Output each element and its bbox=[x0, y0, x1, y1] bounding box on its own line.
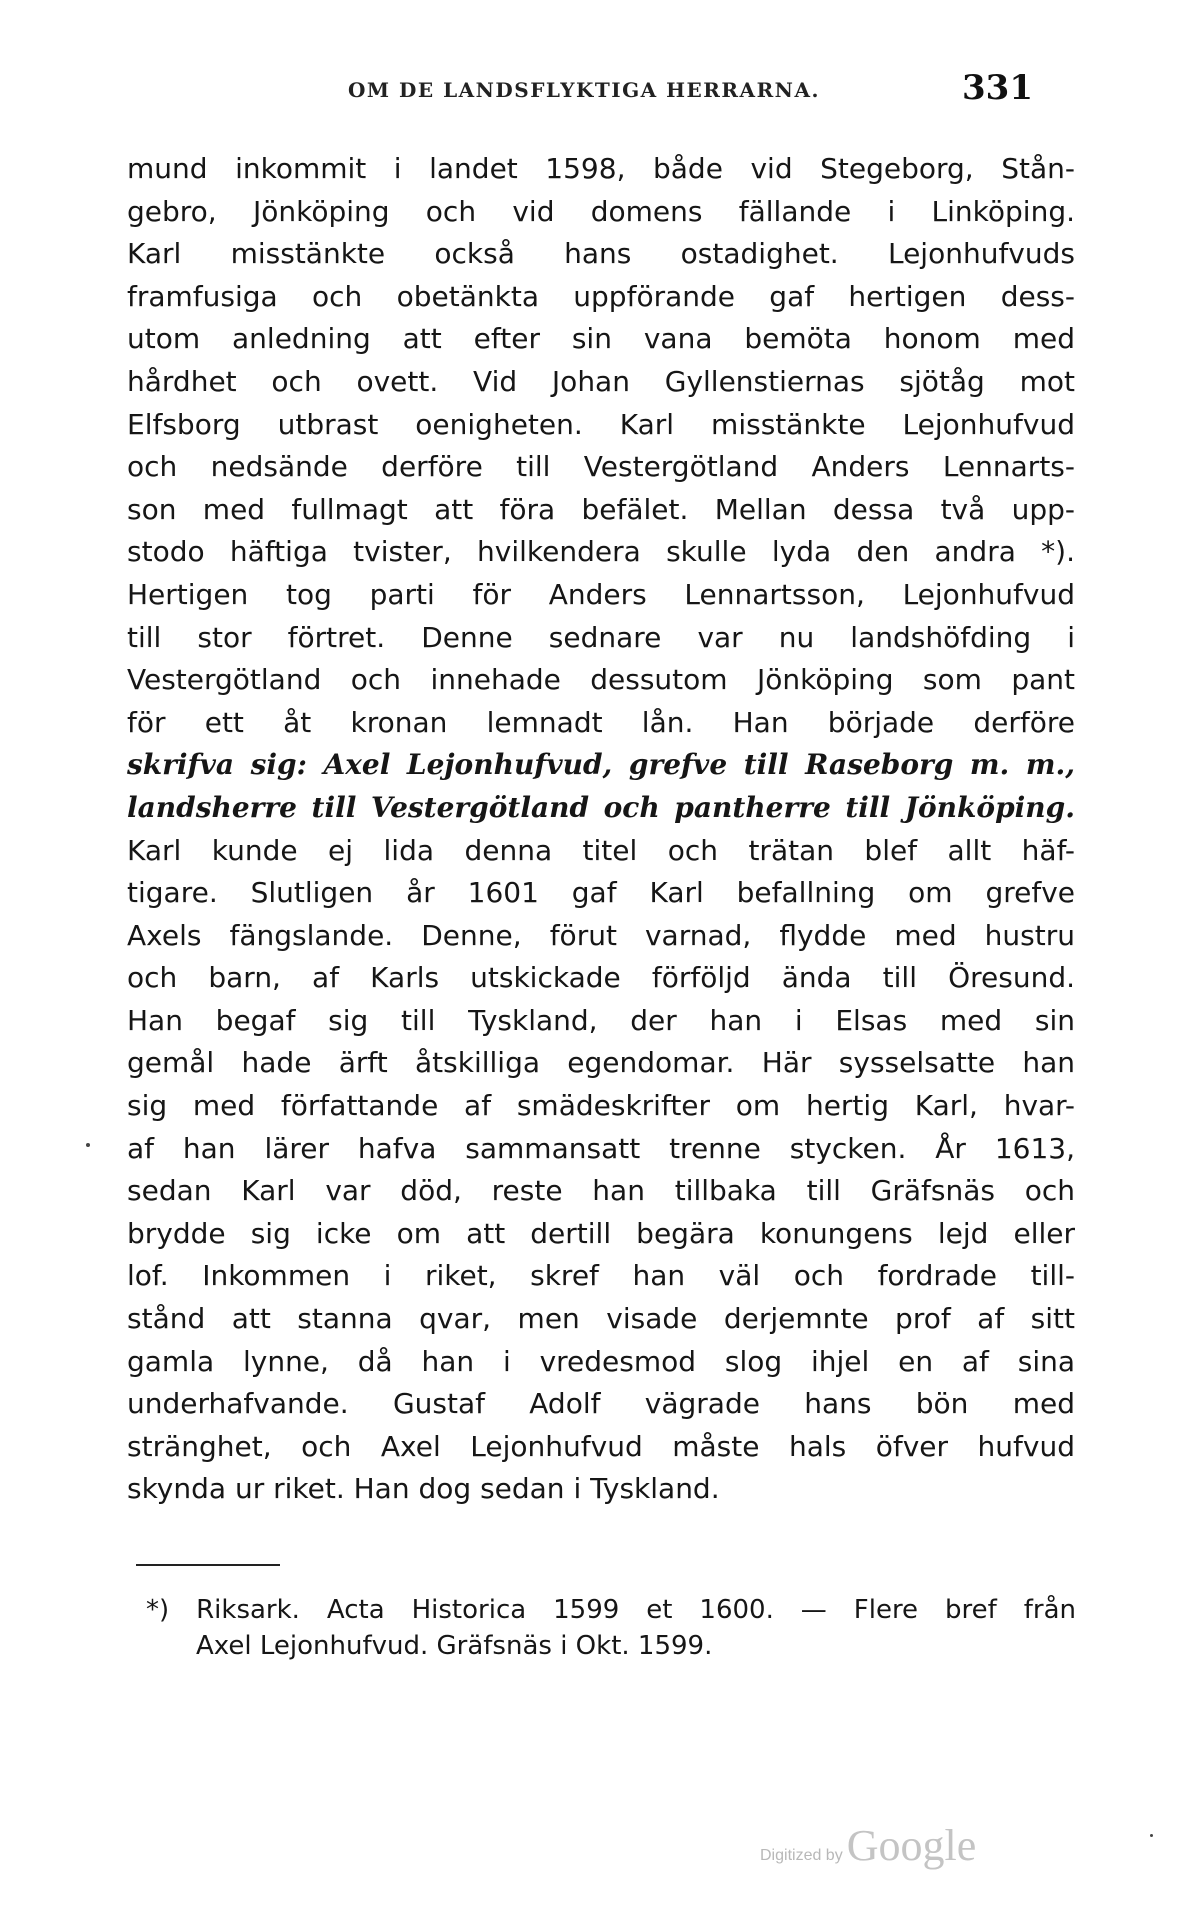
text-line: gemål hade ärft åtskilliga egendomar. Här sysselsatte han bbox=[127, 1046, 1075, 1080]
text-line: för ett åt kronan lemnadt lån. Han började derföre bbox=[127, 705, 1075, 739]
text-line: brydde sig icke om att dertill begära konungens lejd eller bbox=[127, 1216, 1075, 1250]
text-line: Elfsborg utbrast oenigheten. Karl misstänkte Lejonhufvud bbox=[127, 407, 1075, 441]
text-line: underhafvande. Gustaf Adolf vägrade hans bön med bbox=[127, 1387, 1075, 1421]
text-line: och nedsände derföre till Vestergötland Anders Lennarts- bbox=[127, 450, 1075, 484]
text-line: Han begaf sig till Tyskland, der han i Elsas med sin bbox=[127, 1003, 1075, 1037]
text-line: framfusiga och obetänkta uppförande gaf hertigen dess- bbox=[127, 279, 1075, 313]
text-line: lof. Inkommen i riket, skref han väl och fordrade till- bbox=[127, 1259, 1075, 1293]
ink-speck bbox=[86, 1143, 90, 1147]
google-logo: Google bbox=[846, 1821, 977, 1870]
text-line: till stor förtret. Denne sednare var nu landshöfding i bbox=[127, 620, 1075, 654]
text-line: mund inkommit i landet 1598, både vid Stegeborg, Stån- bbox=[127, 152, 1075, 185]
footnotes bbox=[146, 1592, 1076, 1664]
text-line: Hertigen tog parti för Anders Lennartsson, Lejonhufvud bbox=[127, 577, 1075, 611]
text-line-italic: skrifva sig: Axel Lejonhufvud, grefve till Raseborg m. m., bbox=[127, 748, 1075, 782]
digitized-watermark bbox=[760, 1820, 976, 1871]
text-line: gebro, Jönköping och vid domens fällande i Linköping. bbox=[127, 194, 1075, 228]
text-line: tigare. Slutligen år 1601 gaf Karl befallning om grefve bbox=[127, 876, 1075, 910]
text-line: stånd att stanna qvar, men visade derjemnte prof af sitt bbox=[127, 1302, 1075, 1336]
text-line: sig med författande af smädeskrifter om hertig Karl, hvar- bbox=[127, 1089, 1075, 1123]
text-line: Karl kunde ej lida denna titel och trätan blef allt häf- bbox=[127, 833, 1075, 867]
text-line: stränghet, och Axel Lejonhufvud måste hals öfver hufvud bbox=[127, 1429, 1075, 1463]
text-line: utom anledning att efter sin vana bemöta honom med bbox=[127, 322, 1075, 356]
footnote-rule bbox=[136, 1564, 280, 1566]
footnote-line: Axel Lejonhufvud. Gräfsnäs i Okt. 1599. bbox=[196, 1631, 713, 1661]
watermark-prefix: Digitized by bbox=[760, 1847, 843, 1864]
text-line: och barn, af Karls utskickade förföljd ända till Öresund. bbox=[127, 961, 1075, 995]
page-number: 331 bbox=[962, 68, 1033, 108]
text-line: af han lärer hafva sammansatt trenne stycken. År 1613, bbox=[127, 1131, 1075, 1165]
text-line: stodo häftiga tvister, hvilkendera skulle lyda den andra *). bbox=[127, 535, 1075, 569]
ink-speck bbox=[1150, 1834, 1153, 1837]
text-line: son med fullmagt att föra befälet. Mellan dessa två upp- bbox=[127, 492, 1075, 526]
text-line: hårdhet och ovett. Vid Johan Gyllenstiernas sjötåg mot bbox=[127, 364, 1075, 398]
text-line: Vestergötland och innehade dessutom Jönköping som pant bbox=[127, 663, 1075, 697]
text-line: sedan Karl var död, reste han tillbaka till Gräfsnäs och bbox=[127, 1174, 1075, 1208]
running-title: OM DE LANDSFLYKTIGA HERRARNA. bbox=[348, 78, 820, 102]
body-text bbox=[127, 148, 1075, 1511]
text-line-italic: landsherre till Vestergötland och pantherre till Jönköping. bbox=[127, 790, 1075, 824]
text-line: gamla lynne, då han i vredesmod slog ihjel en af sina bbox=[127, 1344, 1075, 1378]
footnote-line: *) Riksark. Acta Historica 1599 et 1600. — Flere bref från bbox=[146, 1595, 1076, 1625]
text-line: Karl misstänkte också hans ostadighet. Lejonhufvuds bbox=[127, 237, 1075, 271]
text-line: Axels fängslande. Denne, förut varnad, flydde med hustru bbox=[127, 918, 1075, 952]
text-line-last: skynda ur riket. Han dog sedan i Tyskland. bbox=[127, 1472, 720, 1506]
